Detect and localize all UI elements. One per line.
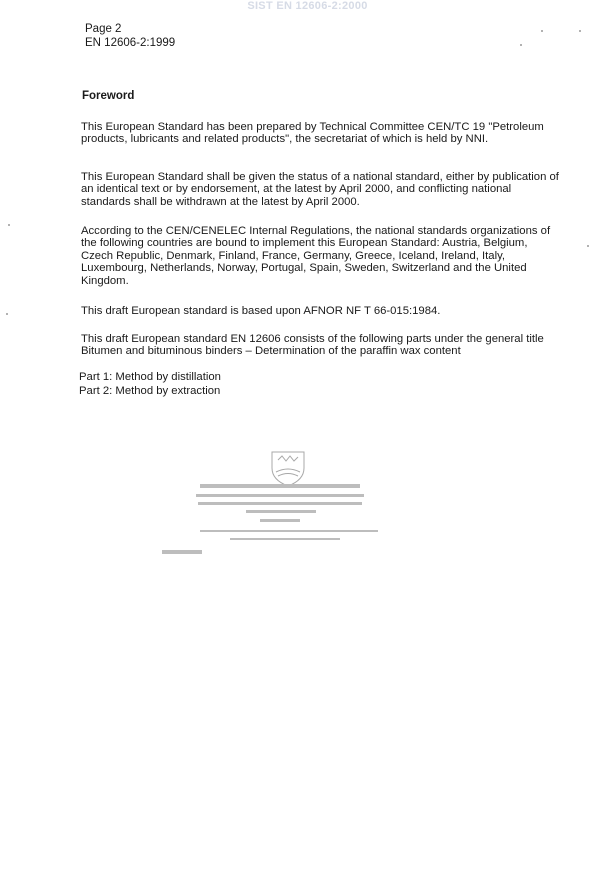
scan-speck — [579, 30, 581, 32]
paragraph-countries: According to the CEN/CENELEC Internal Regulations, the national standards organizations of the following countries are bound to implement this European Standard: Austria, Belgium, Czech Republic, Denmark, Finland, France, Germany, Greece, Iceland, Ireland, Italy, Luxembourg, Netherlands, Norway, Portugal, Spain, Sweden, Switzerland and the United Kingdom. — [81, 225, 551, 287]
page-header — [85, 22, 175, 50]
scan-speck — [541, 30, 543, 32]
scan-speck — [6, 313, 8, 315]
official-stamp — [160, 446, 400, 566]
paragraph-basis: This draft European standard is based upon AFNOR NF T 66-015:1984. — [81, 305, 441, 317]
section-heading: Foreword — [82, 90, 135, 102]
paragraph-parts-intro: This draft European standard EN 12606 consists of the following parts under the general title Bitumen and bituminous binders – Determination of the paraffin wax content — [81, 333, 544, 358]
watermark: SIST EN 12606-2:2000 — [247, 0, 368, 12]
list-item: Part 1: Method by distillation — [79, 371, 221, 383]
paragraph-committee: This European Standard has been prepared by Technical Committee CEN/TC 19 "Petroleum products, lubricants and related products", the secretariat of which is held by NNI. — [81, 121, 544, 146]
page-number: Page 2 — [85, 23, 122, 35]
scan-speck — [520, 44, 522, 46]
coat-of-arms-icon — [160, 446, 400, 566]
document-id: EN 12606-2:1999 — [85, 37, 176, 49]
scan-speck — [587, 245, 589, 247]
paragraph-status: This European Standard shall be given the status of a national standard, either by publication of an identical text or by endorsement, at the latest by April 2000, and conflicting national standards shall be withdrawn at the latest by April 2000. — [81, 171, 559, 208]
parts-list — [79, 371, 221, 398]
list-item: Part 2: Method by extraction — [79, 384, 221, 397]
scan-speck — [8, 224, 10, 226]
